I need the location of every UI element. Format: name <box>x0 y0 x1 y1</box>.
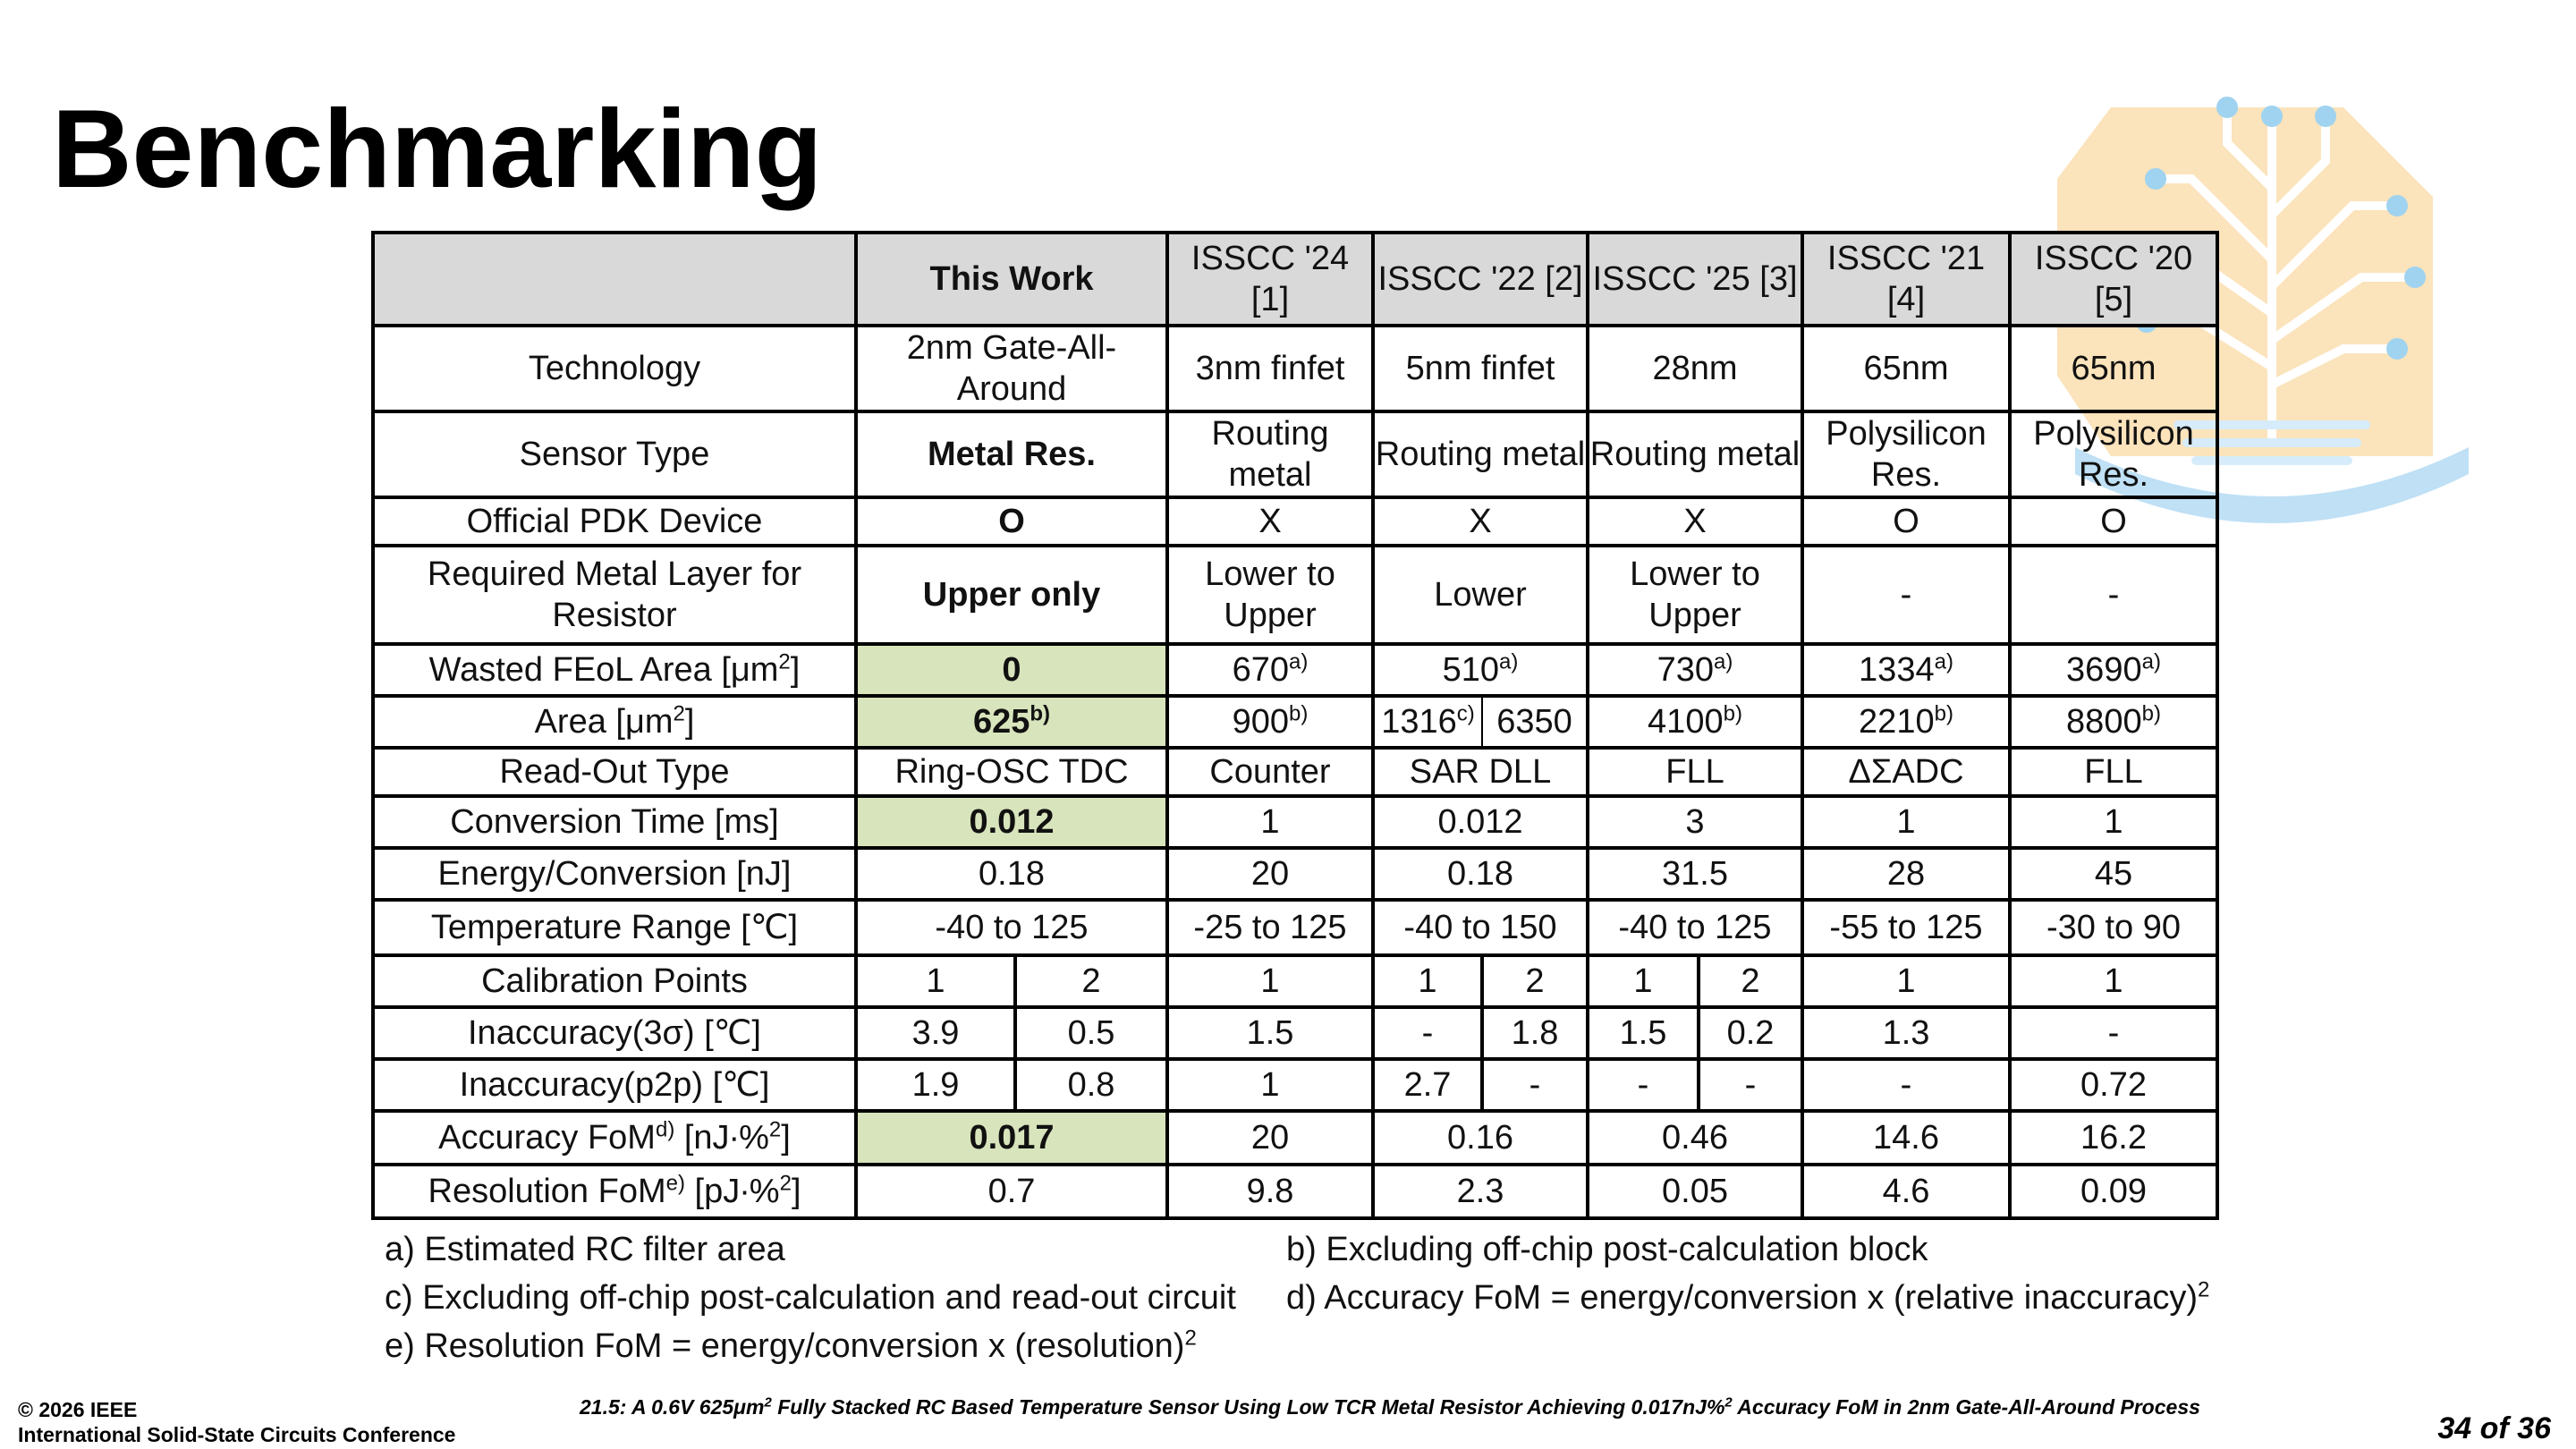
table-cell: Polysilicon Res. <box>2010 411 2217 497</box>
row-label: Resolution FoM$^{e)}$ [pJ∙%$^2$] <box>373 1165 856 1218</box>
table-cell: 28nm <box>1588 326 1802 411</box>
table-cell: 3690$^{a)}$ <box>2010 644 2217 696</box>
table-cell: 3nm finfet <box>1167 326 1373 411</box>
footnote-b: b) Excluding off-chip post-calculation block <box>1286 1231 1928 1268</box>
table-cell: 0.012 <box>856 796 1167 848</box>
table-cell: 0.18 <box>856 848 1167 900</box>
table-cell: 20 <box>1167 1111 1373 1165</box>
table-cell: Routing metal <box>1588 411 1802 497</box>
table-cell: -25 to 125 <box>1167 900 1373 955</box>
table-cell: 0.7 <box>856 1165 1167 1218</box>
table-row <box>373 326 2217 411</box>
row-label: Read-Out Type <box>373 748 856 796</box>
table-cell: 1.5 <box>1167 1007 1373 1059</box>
table-cell: 0.2 <box>1699 1007 1802 1059</box>
table-cell: 0.09 <box>2010 1165 2217 1218</box>
table-cell: O <box>856 497 1167 546</box>
table-cell: FLL <box>1588 748 1802 796</box>
header-isscc25: ISSCC '25 [3] <box>1588 233 1802 326</box>
row-label: Accuracy FoM$^{d)}$ [nJ∙%$^2$] <box>373 1111 856 1165</box>
table-cell: 0.8 <box>1015 1059 1167 1111</box>
table-cell: 8800$^{b)}$ <box>2010 696 2217 748</box>
table-row <box>373 748 2217 796</box>
table-cell: Lower to Upper <box>1167 546 1373 644</box>
header-isscc20: ISSCC '20 [5] <box>2010 233 2217 326</box>
header-isscc21: ISSCC '21 [4] <box>1802 233 2010 326</box>
table-cell: - <box>2010 1007 2217 1059</box>
table-cell: 2.3 <box>1373 1165 1588 1218</box>
table-row <box>373 1165 2217 1218</box>
table-row <box>373 796 2217 848</box>
header-blank <box>373 233 856 326</box>
table-cell: 510$^{a)}$ <box>1373 644 1588 696</box>
table-cell: Counter <box>1167 748 1373 796</box>
table-cell: FLL <box>2010 748 2217 796</box>
row-label: Inaccuracy(3σ) [℃] <box>373 1007 856 1059</box>
table-cell: - <box>2010 546 2217 644</box>
table-cell: 0.18 <box>1373 848 1588 900</box>
table-cell: 0.5 <box>1015 1007 1167 1059</box>
table-cell: O <box>2010 497 2217 546</box>
row-label: Temperature Range [℃] <box>373 900 856 955</box>
row-label: Energy/Conversion [nJ] <box>373 848 856 900</box>
table-cell: Ring-OSC TDC <box>856 748 1167 796</box>
benchmark-table <box>371 231 2219 1220</box>
table-row <box>373 900 2217 955</box>
table-cell: 1 <box>1167 1059 1373 1111</box>
table-cell: 0.05 <box>1588 1165 1802 1218</box>
slide-title: Benchmarking <box>52 88 823 211</box>
table-cell: Routing metal <box>1373 411 1588 497</box>
row-label: Calibration Points <box>373 955 856 1007</box>
table-cell: 3 <box>1588 796 1802 848</box>
table-cell: 1334$^{a)}$ <box>1802 644 2010 696</box>
header-isscc22: ISSCC '22 [2] <box>1373 233 1588 326</box>
table-cell: 670$^{a)}$ <box>1167 644 1373 696</box>
footnote-a: a) Estimated RC filter area <box>385 1231 785 1268</box>
table-cell: 1 <box>1588 955 1699 1007</box>
table-cell: - <box>1373 1007 1482 1059</box>
table-cell: 1 <box>1167 796 1373 848</box>
table-cell: -40 to 125 <box>1588 900 1802 955</box>
row-label: Official PDK Device <box>373 497 856 546</box>
table-cell: 5nm finfet <box>1373 326 1588 411</box>
table-cell: 65nm <box>2010 326 2217 411</box>
table-cell: 0.72 <box>2010 1059 2217 1111</box>
table-row <box>373 696 2217 748</box>
header-row <box>373 233 2217 326</box>
table-cell: 1.5 <box>1588 1007 1699 1059</box>
table-cell: 1 <box>1373 955 1482 1007</box>
table-row <box>373 1111 2217 1165</box>
table-cell: 2 <box>1015 955 1167 1007</box>
footnote-c: c) Excluding off-chip post-calculation and read-out circuit <box>385 1279 1236 1317</box>
paper-title: 21.5: A 0.6V $625\mu m^2$ Fully Stacked RC Based Temperature Sensor Using Low TCR Metal Resistor Achieving 0.017nJ%$^2$ Accuracy FoM in 2nm Gate-All-Around Process <box>580 1394 2200 1419</box>
table-cell: Polysilicon Res. <box>1802 411 2010 497</box>
table-cell: SAR DLL <box>1373 748 1588 796</box>
table-row <box>373 848 2217 900</box>
table-cell: 1.8 <box>1482 1007 1588 1059</box>
table-cell: Lower to Upper <box>1588 546 1802 644</box>
table-cell: - <box>1802 546 2010 644</box>
table-cell: 31.5 <box>1588 848 1802 900</box>
row-label: Wasted FEoL Area $[\mu m^2]$ <box>373 644 856 696</box>
table-cell: Upper only <box>856 546 1167 644</box>
table-cell: 625$^{b)}$ <box>856 696 1167 748</box>
table-cell: 2 <box>1482 955 1588 1007</box>
row-label: Technology <box>373 326 856 411</box>
table-cell: 4.6 <box>1802 1165 2010 1218</box>
table-cell: 14.6 <box>1802 1111 2010 1165</box>
page-number: 34 of 36 <box>2437 1411 2551 1445</box>
table-cell: 2 <box>1699 955 1802 1007</box>
table-cell: 0 <box>856 644 1167 696</box>
table-cell: ΔΣADC <box>1802 748 2010 796</box>
table-cell: -40 to 150 <box>1373 900 1588 955</box>
table-cell: 1 <box>2010 955 2217 1007</box>
table-cell: - <box>1802 1059 2010 1111</box>
table-cell: -55 to 125 <box>1802 900 2010 955</box>
table-cell: 3.9 <box>856 1007 1015 1059</box>
table-cell: 65nm <box>1802 326 2010 411</box>
table-cell: Lower <box>1373 546 1588 644</box>
table-cell: 1.9 <box>856 1059 1015 1111</box>
table-cell: 2.7 <box>1373 1059 1482 1111</box>
header-isscc24: ISSCC '24 [1] <box>1167 233 1373 326</box>
table-cell: 45 <box>2010 848 2217 900</box>
table-cell: 1 <box>856 955 1015 1007</box>
table-cell: Routing metal <box>1167 411 1373 497</box>
row-label: Conversion Time [ms] <box>373 796 856 848</box>
table-cell: 2nm Gate-All-Around <box>856 326 1167 411</box>
table-cell: 1 <box>1802 955 2010 1007</box>
table-cell: 1 <box>2010 796 2217 848</box>
table-cell: X <box>1167 497 1373 546</box>
table-cell: Metal Res. <box>856 411 1167 497</box>
table-cell: 6350 <box>1482 696 1588 748</box>
table-cell: 4100$^{b)}$ <box>1588 696 1802 748</box>
table-cell: 2210$^{b)}$ <box>1802 696 2010 748</box>
table-cell: - <box>1699 1059 1802 1111</box>
table-cell: -40 to 125 <box>856 900 1167 955</box>
footnote-d: d) Accuracy FoM = energy/conversion x (relative inaccuracy)$^2$ <box>1286 1277 2210 1317</box>
table-cell: - <box>1588 1059 1699 1111</box>
table-cell: 0.012 <box>1373 796 1588 848</box>
table-cell: 28 <box>1802 848 2010 900</box>
header-this-work: This Work <box>856 233 1167 326</box>
table-cell: O <box>1802 497 2010 546</box>
table-row <box>373 546 2217 644</box>
table-row <box>373 1007 2217 1059</box>
table-row <box>373 1059 2217 1111</box>
row-label: Required Metal Layer for Resistor <box>373 546 856 644</box>
table-cell: X <box>1588 497 1802 546</box>
table-cell: 9.8 <box>1167 1165 1373 1218</box>
table-cell: 0.46 <box>1588 1111 1802 1165</box>
table-cell: 16.2 <box>2010 1111 2217 1165</box>
row-label: Area $[\mu m^2]$ <box>373 696 856 748</box>
table-row <box>373 411 2217 497</box>
footer-copyright <box>18 1397 455 1447</box>
footnote-e: e) Resolution FoM = energy/conversion x (resolution)$^2$ <box>385 1326 1197 1365</box>
copyright-text: © 2026 IEEE <box>18 1398 138 1421</box>
table-cell: 0.017 <box>856 1111 1167 1165</box>
table-row <box>373 955 2217 1007</box>
table-cell: 1 <box>1167 955 1373 1007</box>
table-cell: X <box>1373 497 1588 546</box>
table-cell: - <box>1482 1059 1588 1111</box>
table-row <box>373 497 2217 546</box>
table-cell: 900$^{b)}$ <box>1167 696 1373 748</box>
table-cell: 1.3 <box>1802 1007 2010 1059</box>
table-cell: -30 to 90 <box>2010 900 2217 955</box>
row-label: Inaccuracy(p2p) [℃] <box>373 1059 856 1111</box>
row-label: Sensor Type <box>373 411 856 497</box>
table-cell: 0.16 <box>1373 1111 1588 1165</box>
table-cell: 730$^{a)}$ <box>1588 644 1802 696</box>
conference-name: International Solid-State Circuits Conference <box>18 1423 456 1446</box>
table-cell: 1316$^{c)}$ <box>1373 696 1482 748</box>
table-cell: 1 <box>1802 796 2010 848</box>
table-row <box>373 644 2217 696</box>
table-cell: 20 <box>1167 848 1373 900</box>
